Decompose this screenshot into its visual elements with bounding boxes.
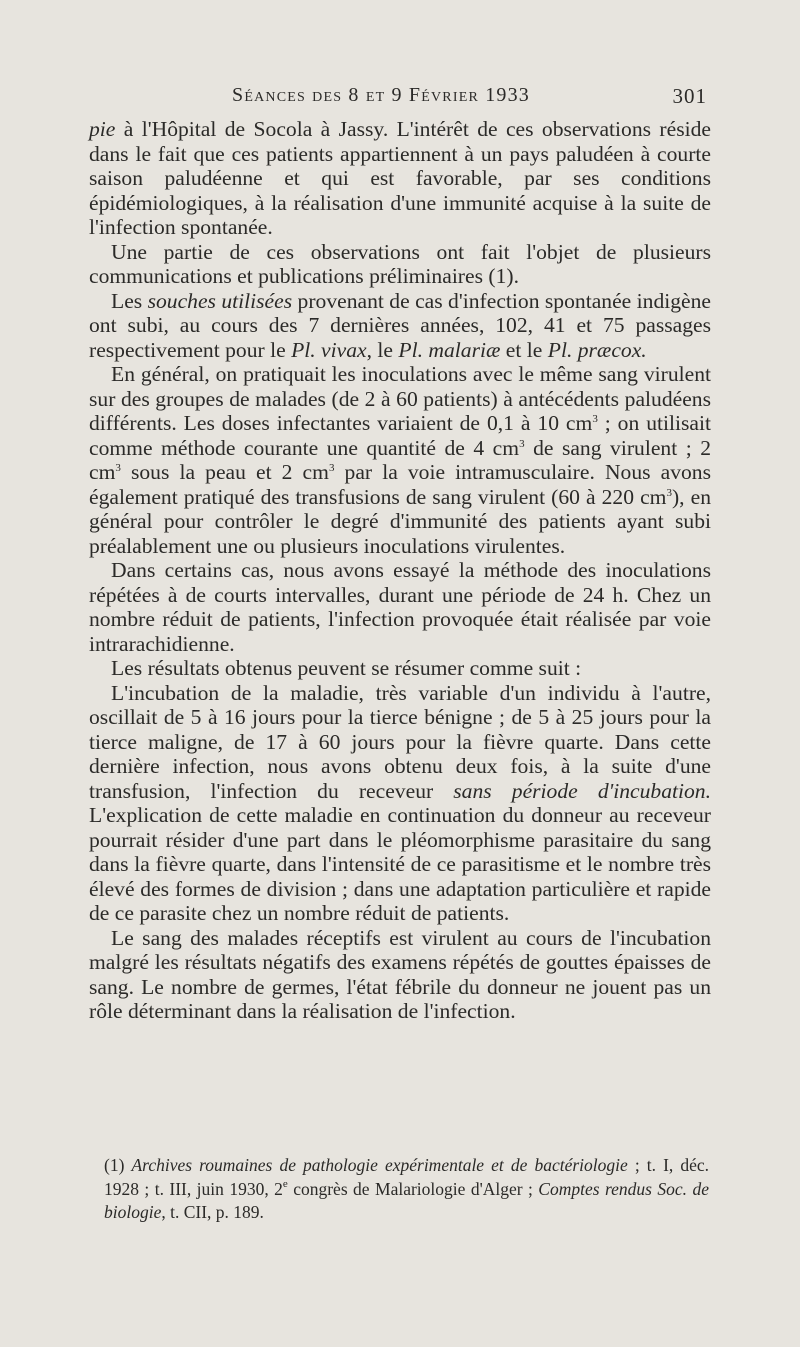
p3-italic-praecox: Pl. præcox.: [547, 337, 647, 362]
footnote-marker: (1): [104, 1155, 132, 1175]
paragraph-1-text: à l'Hôpital de Socola à Jassy. L'intérêt de ces observations réside dans le fait que ces patients appartiennent à un pays paludéen à courte saison paludéenne et qui est favorable, par ses conditions épidémiologiques, à la réalisation d'une immunité acquise à la suite de l'infection spontanée.: [89, 117, 711, 239]
p3-text-c: provenant de cas d'infection spontanée indigène ont subi, au cours des 7 dernières années, 102, 41 et 75 passages respectivement pour le: [89, 288, 711, 362]
paragraph-2: Une partie de ces observations ont fait l'objet de plusieurs communications et publications préliminaires (1).: [89, 239, 711, 288]
body-text: [89, 117, 711, 1024]
p4-text-e: de sang virulent ; 2 cm: [89, 435, 711, 484]
footnote-ref-c: , t. CII, p. 189.: [161, 1202, 264, 1222]
p4-text-k: ), en général pour contrôler le degré d'immunité des patients ayant subi préalablement une ou plusieurs inoculations virulentes.: [89, 484, 711, 558]
paragraph-5: Dans certains cas, nous avons essayé la méthode des inoculations répétées à de courts intervalles, durant une période de 24 h. Chez un nombre réduit de patients, l'infection provoquée était réalisée par voie intrarachidienne.: [89, 558, 711, 656]
paragraph-8: Le sang des malades réceptifs est virulent au cours de l'incubation malgré les résultats négatifs des examens répétés de gouttes épaisses de sang. Le nombre de germes, l'état fébrile du donneur ne jouent pas un rôle déterminant dans la réalisation de l'infection.: [89, 925, 711, 1023]
paragraph-4: [89, 362, 711, 558]
p3-italic-souches: souches utilisées: [147, 288, 293, 313]
p3-text-e: , le: [366, 337, 399, 362]
paragraph-3: [89, 289, 711, 363]
footnote-journal: Archives roumaines de pathologie expérimentale et de bactériologie: [131, 1155, 628, 1175]
page-number: 301: [672, 84, 707, 108]
p4-text-c: ; on utilisait comme méthode courante une quantité de 4 cm: [89, 411, 711, 460]
p4-sup-f: 3: [115, 462, 121, 474]
paragraph-6: Les résultats obtenus peuvent se résumer comme suit :: [111, 656, 582, 680]
running-head: Séances des 8 et 9 Février 1933: [232, 84, 530, 106]
page-header: [0, 84, 800, 114]
p3-text-a: Les: [111, 288, 148, 313]
p7-text-c: L'explication de cette maladie en continuation du donneur au receveur pourrait résider d'une part dans le pléomorphisme parasitaire du sang dans la fièvre quarte, dans l'intensité de ce parasitisme et le nombre très élevé des formes de division ; dans une adaptation particulière et rapide de ce parasite chez un nombre réduit de patients.: [89, 803, 711, 925]
p4-text-a: En général, on pratiquait les inoculations avec le même sang virulent sur des groupes de malades (de 2 à 60 patients) à antécédents paludéens différents. Les doses infectantes variaient de 0,1 à 10 cm: [89, 362, 711, 435]
italic-word: pie: [89, 117, 116, 141]
p3-italic-vivax: Pl. vivax: [291, 337, 367, 362]
footnotes: [104, 1154, 709, 1225]
footnote-ref-a: ; t. I, déc. 1928 ; t. III, juin 1930, 2: [104, 1155, 709, 1199]
p4-text-g: sous la peau et 2 cm: [120, 460, 329, 484]
paragraph-1: [89, 117, 711, 240]
footnote-sup: e: [282, 1177, 288, 1190]
p4-text-i: par la voie intramusculaire. Nous avons également pratiqué des transfusions de sang virulent (60 à 220 cm: [89, 460, 712, 509]
footnote-1: [104, 1154, 709, 1225]
p3-text-g: et le: [500, 337, 548, 362]
p3-italic-malariae: Pl. malariæ: [398, 337, 501, 362]
footnote-ref-b: congrès de Malariologie d'Alger ;: [287, 1178, 539, 1199]
p4-sup-j: 3: [666, 486, 672, 499]
paragraph-7: [89, 681, 711, 926]
p7-italic: sans période d'incubation.: [453, 778, 712, 803]
p4-sup-h: 3: [328, 462, 335, 474]
p4-sup-b: 3: [592, 413, 598, 425]
p7-text-a: L'incubation de la maladie, très variable d'un individu à l'autre, oscillait de 5 à 16 jours pour la tierce bénigne ; de 5 à 25 jours pour la tierce maligne, de 17 à 60 jours pour la fièvre quarte. Dans cette dernière infection, nous avons obtenu deux fois, à la suite d'une transfusion, l'infection du receveur: [89, 680, 711, 803]
p4-sup-d: 3: [519, 437, 525, 450]
footnote-comptes: Comptes rendus Soc. de biologie: [104, 1178, 709, 1222]
